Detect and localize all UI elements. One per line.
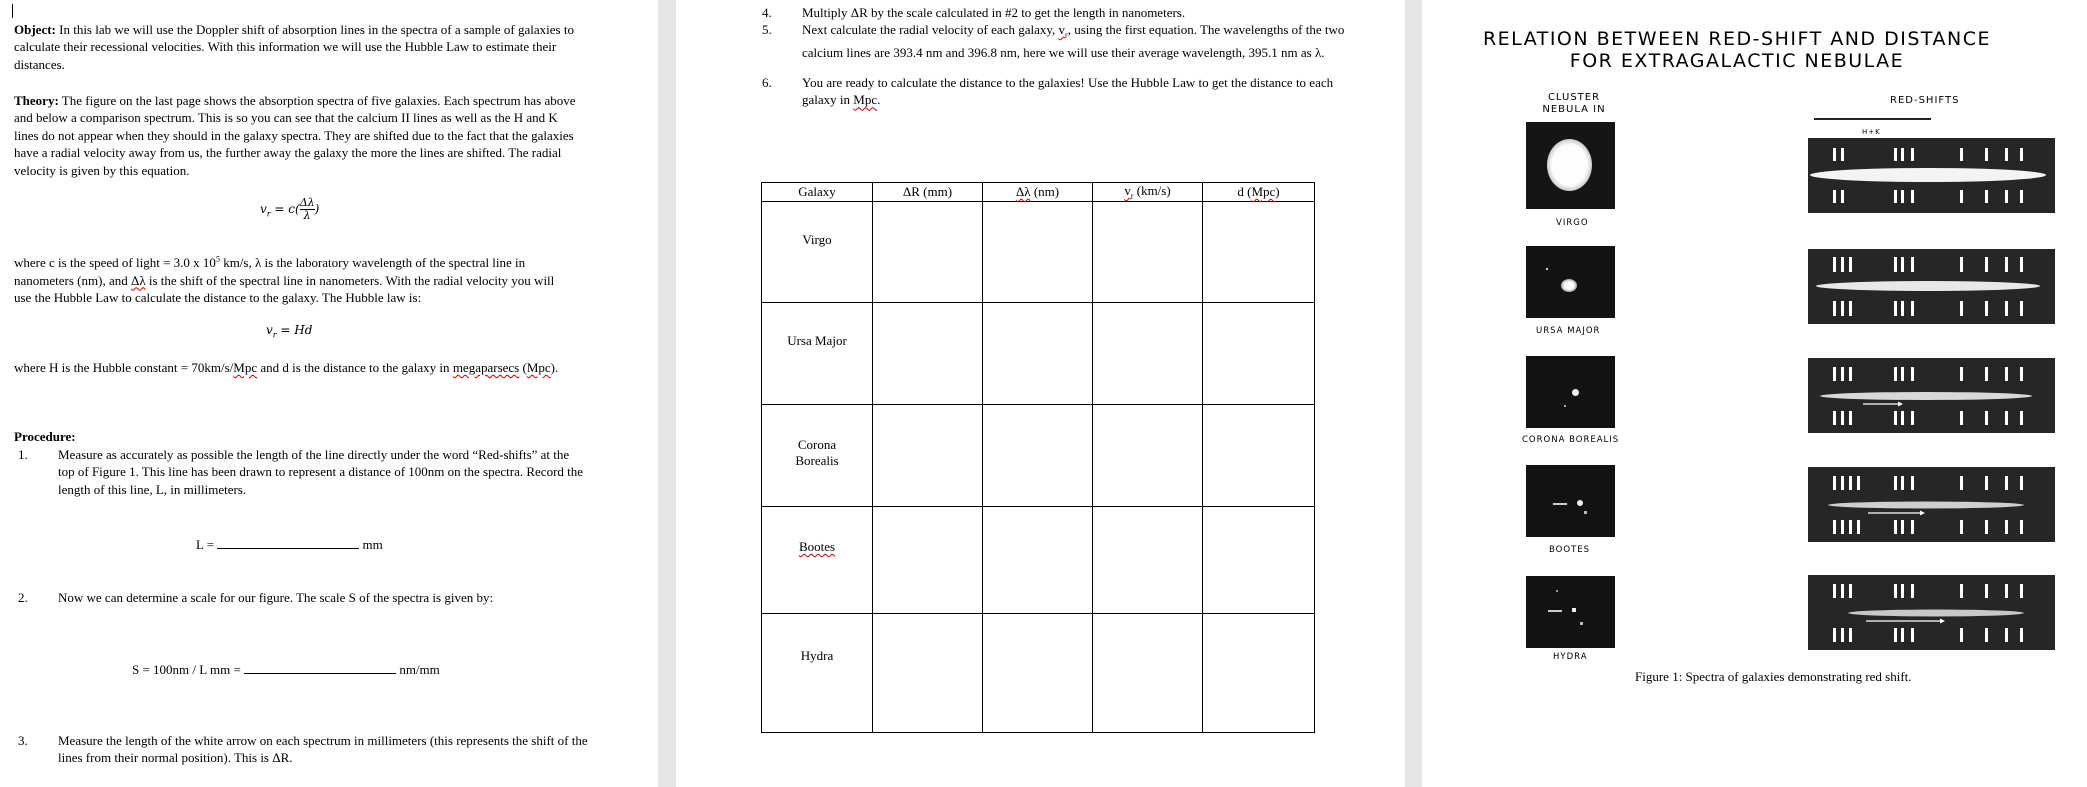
l-answer-line: L = mm xyxy=(196,537,383,552)
cluster-label-virgo: VIRGO xyxy=(1556,218,1589,228)
spectrum-hydra xyxy=(1808,575,2055,650)
cell-delta-lambda[interactable] xyxy=(983,202,1093,303)
cell-delta-lambda[interactable] xyxy=(983,614,1093,733)
header-delta-lambda: Δλ (nm) xyxy=(983,183,1093,202)
cell-delta-r[interactable] xyxy=(873,614,983,733)
cell-distance[interactable] xyxy=(1203,202,1315,303)
cluster-label-bootes: BOOTES xyxy=(1549,545,1591,555)
cell-vr[interactable] xyxy=(1093,614,1203,733)
galaxy-name: Hydra xyxy=(762,614,873,733)
where-hubble-paragraph: where H is the Hubble constant = 70km/s/Mpc and d is the distance to the galaxy in megaparsecs (Mpc). xyxy=(14,360,559,375)
procedure-step-6: 6. You are ready to calculate the distance to the galaxies! Use the Hubble Law to get the distance to each galaxy in Mpc. xyxy=(762,75,1334,108)
cell-delta-r[interactable] xyxy=(873,507,983,614)
object-label: Object: xyxy=(14,22,56,37)
cell-delta-lambda[interactable] xyxy=(983,507,1093,614)
header-galaxy: Galaxy xyxy=(762,183,873,202)
header-delta-r: ΔR (mm) xyxy=(873,183,983,202)
s-answer-line: S = 100nm / L mm = nm/mm xyxy=(132,662,440,677)
object-paragraph xyxy=(14,21,574,73)
galaxy-name: Ursa Major xyxy=(762,303,873,405)
cell-delta-r[interactable] xyxy=(873,405,983,507)
l-blank[interactable] xyxy=(217,536,359,549)
cluster-label-ursa-major: URSA MAJOR xyxy=(1536,326,1601,336)
procedure-heading: Procedure: xyxy=(14,429,76,444)
procedure-step-5: 5. Next calculate the radial velocity of each galaxy, $v_r$, using the first equation. The wavelengths of the two calcium lines are 393.4 nm and 396.8 nm, here we will use their average wavelength, 395.1 nm as λ. xyxy=(762,22,1345,60)
galaxy-name: Bootes xyxy=(762,507,873,614)
cell-vr[interactable] xyxy=(1093,507,1203,614)
galaxy-image-ursa-major xyxy=(1526,246,1615,318)
galaxy-name: Corona Borealis xyxy=(762,405,873,507)
table-row xyxy=(762,303,1315,405)
galaxy-name: Virgo xyxy=(762,202,873,303)
redshifts-heading: RED-SHIFTS xyxy=(1890,95,1960,106)
scale-line-100nm xyxy=(1814,118,1931,120)
spectrum-ursa-major xyxy=(1808,249,2055,324)
theory-paragraph xyxy=(14,92,579,179)
where-speed-paragraph: where c is the speed of light = 3.0 x $10^5$ km/s, λ is the laboratory wavelength of the spectral line in nanometers (nm), and Δλ is the shift of the spectral line in nanometers. With the radial velocity you will use the Hubble Law to calculate the distance to the galaxy. The Hubble law is: xyxy=(14,255,555,306)
theory-text: The figure on the last page shows the absorption spectra of five galaxies. Each spectrum has above and below a comparison spectrum. This is so you can see that the calcium II lines as well as the H and K lines do not appear when they should in the galaxy spectra. They are shifted due to the fact that the galaxies have a radial velocity away from us, the further away the galaxy the more the lines are shifted. The radial velocity is given by this equation. xyxy=(14,93,576,178)
procedure-step-4: 4. Multiply ΔR by the scale calculated in #2 to get the length in nanometers. xyxy=(762,5,1186,20)
object-text: In this lab we will use the Doppler shift of absorption lines in the spectra of a sample of galaxies to calculate their recessional velocities. With this information we will use the Hubble Law to estimate their distances. xyxy=(14,22,574,72)
table-row xyxy=(762,507,1315,614)
figure-title-line-1: RELATION BETWEEN RED-SHIFT AND DISTANCE xyxy=(1482,28,1992,50)
cluster-label-hydra: HYDRA xyxy=(1553,652,1588,662)
page-3-figure xyxy=(1422,0,2087,787)
cell-delta-r[interactable] xyxy=(873,202,983,303)
procedure-step-1: 1. Measure as accurately as possible the length of the line directly under the word “Red-shifts” at the top of Figure 1. This line has been drawn to represent a distance of 100nm on the spectra. Record the length of this line, L, in millimeters. xyxy=(18,447,584,497)
cell-distance[interactable] xyxy=(1203,614,1315,733)
header-vr: $v_r$ (km/s) xyxy=(1093,183,1203,202)
cluster-label-corona-borealis: CORONA BOREALIS xyxy=(1522,435,1620,445)
cell-delta-r[interactable] xyxy=(873,303,983,405)
galaxy-image-hydra xyxy=(1526,576,1615,648)
spectrum-virgo xyxy=(1808,138,2055,213)
cell-delta-lambda[interactable] xyxy=(983,303,1093,405)
procedure-step-3: 3. Measure the length of the white arrow on each spectrum in millimeters (this represents the shift of the lines from their normal position). This is ΔR. xyxy=(18,733,588,766)
cell-delta-lambda[interactable] xyxy=(983,405,1093,507)
galaxy-image-corona-borealis xyxy=(1526,356,1615,428)
spectrum-corona-borealis xyxy=(1808,358,2055,433)
header-distance: d (Mpc) xyxy=(1203,183,1315,202)
theory-label: Theory: xyxy=(14,93,59,108)
results-table xyxy=(761,182,1315,733)
procedure-step-2: 2. Now we can determine a scale for our figure. The scale S of the spectra is given by: xyxy=(18,590,494,605)
figure-title-line-2: FOR EXTRAGALACTIC NEBULAE xyxy=(1569,50,1905,72)
page-2 xyxy=(676,0,1405,787)
page-1 xyxy=(0,0,658,787)
figure-title xyxy=(1462,28,2012,72)
equation-hubble-law: $v_r = Hd$ xyxy=(266,323,313,340)
cell-vr[interactable] xyxy=(1093,405,1203,507)
table-row xyxy=(762,202,1315,303)
equation-radial-velocity: $v_r = c$( $\frac{\Delta\lambda}{\lambda}$ ) xyxy=(260,196,320,222)
galaxy-image-virgo xyxy=(1526,122,1615,209)
cell-distance[interactable] xyxy=(1203,405,1315,507)
spectrum-bootes xyxy=(1808,467,2055,542)
table-row xyxy=(762,405,1315,507)
text-cursor xyxy=(12,4,13,18)
figure-caption: Figure 1: Spectra of galaxies demonstrating red shift. xyxy=(1635,669,1912,684)
cell-vr[interactable] xyxy=(1093,303,1203,405)
cell-distance[interactable] xyxy=(1203,303,1315,405)
cell-vr[interactable] xyxy=(1093,202,1203,303)
s-blank[interactable] xyxy=(244,661,396,674)
cell-distance[interactable] xyxy=(1203,507,1315,614)
table-header-row xyxy=(762,183,1315,202)
hk-label: H+K xyxy=(1862,128,1881,136)
cluster-column-heading: CLUSTER NEBULA IN xyxy=(1542,92,1606,115)
table-row xyxy=(762,614,1315,733)
galaxy-image-bootes xyxy=(1526,465,1615,537)
